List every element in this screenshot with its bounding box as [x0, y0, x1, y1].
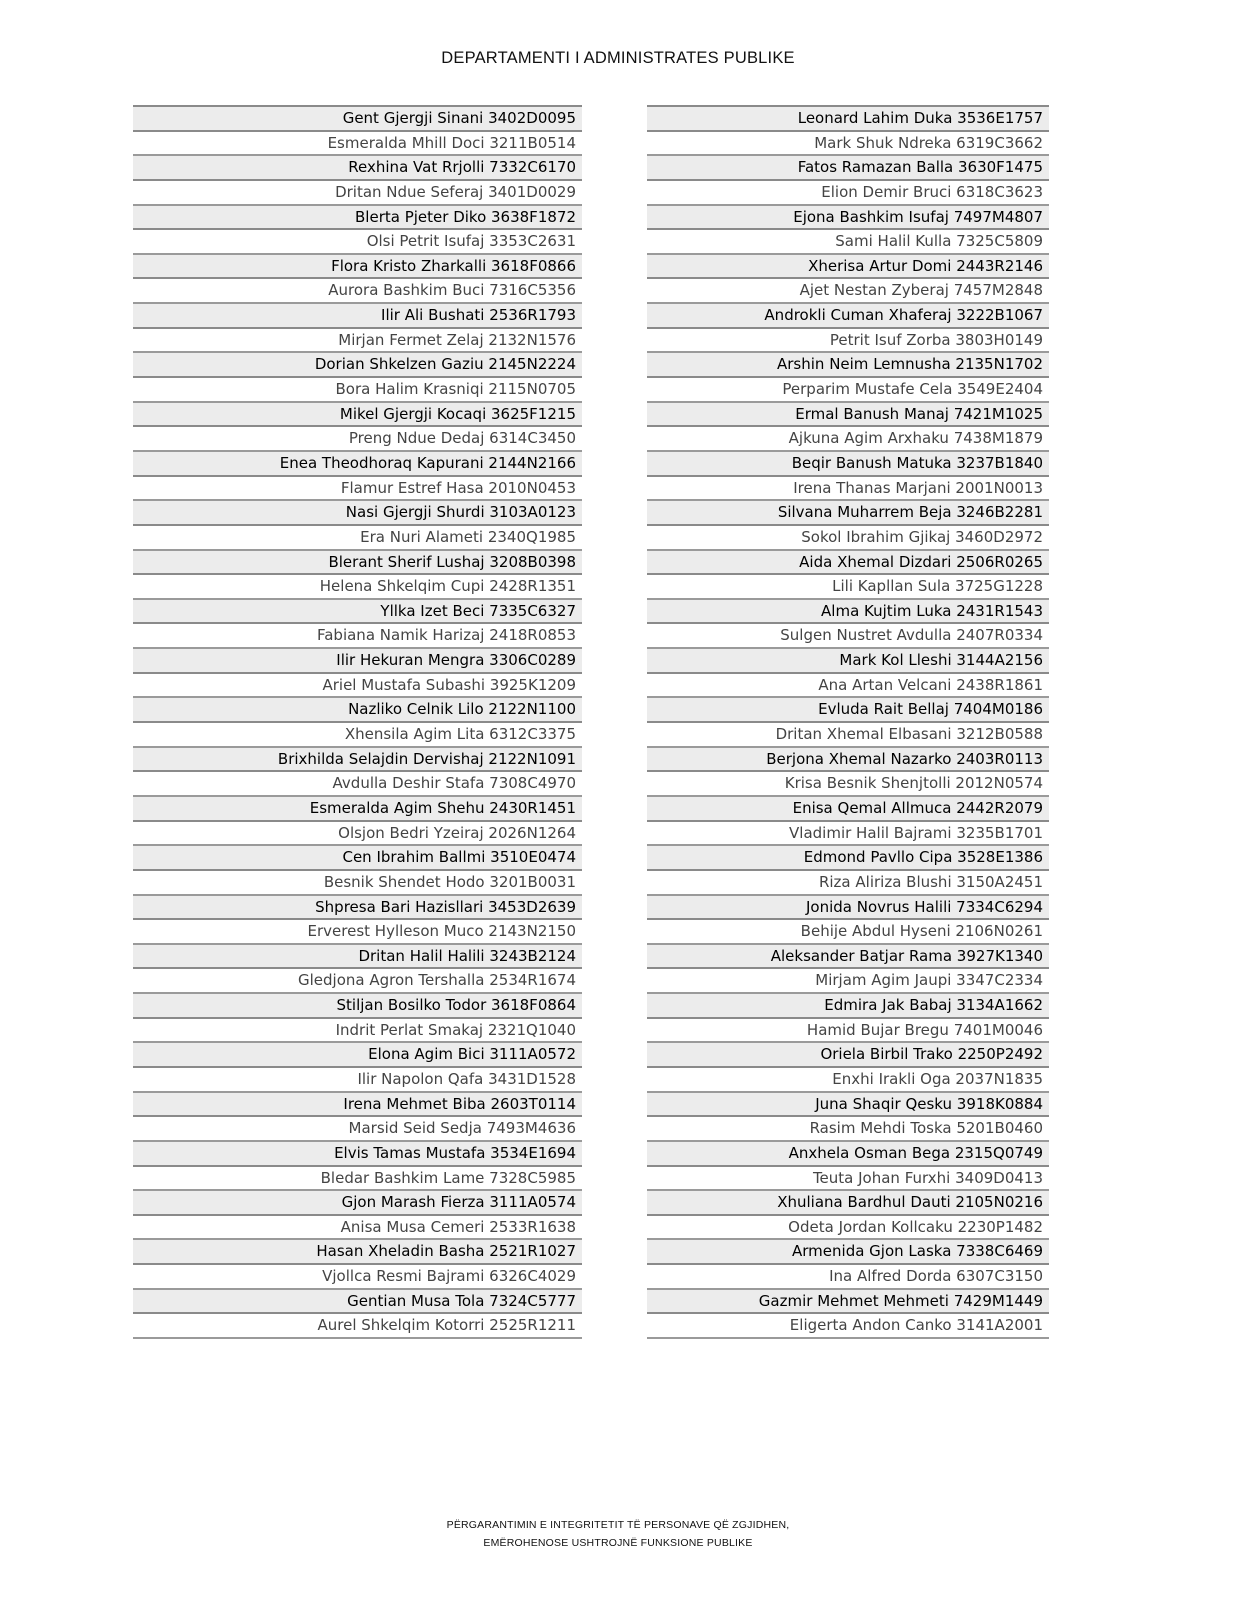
list-item: Armenida Gjon Laska 7338C6469: [647, 1240, 1049, 1265]
list-item: Mark Shuk Ndreka 6319C3662: [647, 132, 1049, 157]
list-item: Elona Agim Bici 3111A0572: [133, 1043, 582, 1068]
list-item: Eligerta Andon Canko 3141A2001: [647, 1314, 1049, 1339]
list-item: Leonard Lahim Duka 3536E1757: [647, 107, 1049, 132]
list-item: Oriela Birbil Trako 2250P2492: [647, 1043, 1049, 1068]
list-item: Dritan Halil Halili 3243B2124: [133, 945, 582, 970]
list-item: Ejona Bashkim Isufaj 7497M4807: [647, 206, 1049, 231]
list-item: Sami Halil Kulla 7325C5809: [647, 230, 1049, 255]
list-item: Elvis Tamas Mustafa 3534E1694: [133, 1142, 582, 1167]
list-item: Era Nuri Alameti 2340Q1985: [133, 526, 582, 551]
list-item: Ajet Nestan Zyberaj 7457M2848: [647, 279, 1049, 304]
footer-line-1: PËRGARANTIMIN E INTEGRITETIT TË PERSONAVE QË ZGJIDHEN,: [446, 1519, 790, 1531]
list-item: Xhensila Agim Lita 6312C3375: [133, 723, 582, 748]
list-item: Yllka Izet Beci 7335C6327: [133, 600, 582, 625]
list-item: Olsjon Bedri Yzeiraj 2026N1264: [133, 822, 582, 847]
list-item: Xhuliana Bardhul Dauti 2105N0216: [647, 1191, 1049, 1216]
list-item: Flora Kristo Zharkalli 3618F0866: [133, 255, 582, 280]
list-item: Shpresa Bari Hazisllari 3453D2639: [133, 896, 582, 921]
list-item: Mirjan Fermet Zelaj 2132N1576: [133, 329, 582, 354]
list-item: Mark Kol Lleshi 3144A2156: [647, 649, 1049, 674]
list-item: Edmond Pavllo Cipa 3528E1386: [647, 846, 1049, 871]
list-item: Ermal Banush Manaj 7421M1025: [647, 403, 1049, 428]
list-item: Indrit Perlat Smakaj 2321Q1040: [133, 1019, 582, 1044]
list-item: Brixhilda Selajdin Dervishaj 2122N1091: [133, 748, 582, 773]
list-item: Gentian Musa Tola 7324C5777: [133, 1290, 582, 1315]
list-item: Mikel Gjergji Kocaqi 3625F1215: [133, 403, 582, 428]
list-item: Lili Kapllan Sula 3725G1228: [647, 575, 1049, 600]
list-item: Odeta Jordan Kollcaku 2230P1482: [647, 1216, 1049, 1241]
list-item: Berjona Xhemal Nazarko 2403R0113: [647, 748, 1049, 773]
list-item: Olsi Petrit Isufaj 3353C2631: [133, 230, 582, 255]
list-item: Sokol Ibrahim Gjikaj 3460D2972: [647, 526, 1049, 551]
list-item: Ilir Napolon Qafa 3431D1528: [133, 1068, 582, 1093]
footer: [0, 1516, 1236, 1552]
list-item: Hamid Bujar Bregu 7401M0046: [647, 1019, 1049, 1044]
list-item: Mirjam Agim Jaupi 3347C2334: [647, 969, 1049, 994]
list-item: Androkli Cuman Xhaferaj 3222B1067: [647, 304, 1049, 329]
list-item: Krisa Besnik Shenjtolli 2012N0574: [647, 772, 1049, 797]
list-item: Cen Ibrahim Ballmi 3510E0474: [133, 846, 582, 871]
list-item: Nasi Gjergji Shurdi 3103A0123: [133, 501, 582, 526]
list-item: Vladimir Halil Bajrami 3235B1701: [647, 822, 1049, 847]
list-item: Enisa Qemal Allmuca 2442R2079: [647, 797, 1049, 822]
list-item: Marsid Seid Sedja 7493M4636: [133, 1117, 582, 1142]
list-item: Erverest Hylleson Muco 2143N2150: [133, 920, 582, 945]
list-item: Ajkuna Agim Arxhaku 7438M1879: [647, 427, 1049, 452]
list-item: Ariel Mustafa Subashi 3925K1209: [133, 674, 582, 699]
list-item: Enea Theodhoraq Kapurani 2144N2166: [133, 452, 582, 477]
list-item: Jonida Novrus Halili 7334C6294: [647, 896, 1049, 921]
list-item: Enxhi Irakli Oga 2037N1835: [647, 1068, 1049, 1093]
list-item: Gent Gjergji Sinani 3402D0095: [133, 107, 582, 132]
list-item: Gazmir Mehmet Mehmeti 7429M1449: [647, 1290, 1049, 1315]
list-item: Juna Shaqir Qesku 3918K0884: [647, 1093, 1049, 1118]
list-item: Fatos Ramazan Balla 3630F1475: [647, 156, 1049, 181]
list-item: Ina Alfred Dorda 6307C3150: [647, 1265, 1049, 1290]
list-item: Avdulla Deshir Stafa 7308C4970: [133, 772, 582, 797]
list-item: Esmeralda Agim Shehu 2430R1451: [133, 797, 582, 822]
list-item: Gjon Marash Fierza 3111A0574: [133, 1191, 582, 1216]
list-item: Dorian Shkelzen Gaziu 2145N2224: [133, 353, 582, 378]
list-item: Anxhela Osman Bega 2315Q0749: [647, 1142, 1049, 1167]
list-item: Behije Abdul Hyseni 2106N0261: [647, 920, 1049, 945]
list-item: Petrit Isuf Zorba 3803H0149: [647, 329, 1049, 354]
list-item: Elion Demir Bruci 6318C3623: [647, 181, 1049, 206]
list-item: Anisa Musa Cemeri 2533R1638: [133, 1216, 582, 1241]
list-item: Hasan Xheladin Basha 2521R1027: [133, 1240, 582, 1265]
list-item: Aida Xhemal Dizdari 2506R0265: [647, 551, 1049, 576]
list-item: Beqir Banush Matuka 3237B1840: [647, 452, 1049, 477]
list-item: Teuta Johan Furxhi 3409D0413: [647, 1167, 1049, 1192]
list-item: Gledjona Agron Tershalla 2534R1674: [133, 969, 582, 994]
list-item: Silvana Muharrem Beja 3246B2281: [647, 501, 1049, 526]
list-item: Blerant Sherif Lushaj 3208B0398: [133, 551, 582, 576]
right-name-list: [647, 105, 1049, 1339]
left-name-list: [133, 105, 582, 1339]
footer-line-2: EMËROHENOSE USHTROJNË FUNKSIONE PUBLIKE: [483, 1537, 753, 1549]
list-item: Aleksander Batjar Rama 3927K1340: [647, 945, 1049, 970]
list-item: Dritan Ndue Seferaj 3401D0029: [133, 181, 582, 206]
list-item: Sulgen Nustret Avdulla 2407R0334: [647, 624, 1049, 649]
list-item: Esmeralda Mhill Doci 3211B0514: [133, 132, 582, 157]
list-item: Arshin Neim Lemnusha 2135N1702: [647, 353, 1049, 378]
list-item: Perparim Mustafe Cela 3549E2404: [647, 378, 1049, 403]
list-item: Rexhina Vat Rrjolli 7332C6170: [133, 156, 582, 181]
list-item: Nazliko Celnik Lilo 2122N1100: [133, 698, 582, 723]
list-item: Preng Ndue Dedaj 6314C3450: [133, 427, 582, 452]
list-item: Irena Thanas Marjani 2001N0013: [647, 477, 1049, 502]
list-item: Irena Mehmet Biba 2603T0114: [133, 1093, 582, 1118]
list-item: Xherisa Artur Domi 2443R2146: [647, 255, 1049, 280]
list-item: Rasim Mehdi Toska 5201B0460: [647, 1117, 1049, 1142]
list-item: Ilir Hekuran Mengra 3306C0289: [133, 649, 582, 674]
list-item: Alma Kujtim Luka 2431R1543: [647, 600, 1049, 625]
list-item: Aurel Shkelqim Kotorri 2525R1211: [133, 1314, 582, 1339]
list-item: Dritan Xhemal Elbasani 3212B0588: [647, 723, 1049, 748]
list-item: Besnik Shendet Hodo 3201B0031: [133, 871, 582, 896]
list-item: Ilir Ali Bushati 2536R1793: [133, 304, 582, 329]
list-item: Blerta Pjeter Diko 3638F1872: [133, 206, 582, 231]
list-item: Vjollca Resmi Bajrami 6326C4029: [133, 1265, 582, 1290]
list-item: Fabiana Namik Harizaj 2418R0853: [133, 624, 582, 649]
list-item: Riza Aliriza Blushi 3150A2451: [647, 871, 1049, 896]
page-title: DEPARTAMENTI I ADMINISTRATES PUBLIKE: [441, 49, 795, 67]
list-item: Helena Shkelqim Cupi 2428R1351: [133, 575, 582, 600]
list-item: Ana Artan Velcani 2438R1861: [647, 674, 1049, 699]
list-item: Bora Halim Krasniqi 2115N0705: [133, 378, 582, 403]
list-item: Evluda Rait Bellaj 7404M0186: [647, 698, 1049, 723]
list-item: Edmira Jak Babaj 3134A1662: [647, 994, 1049, 1019]
list-item: Aurora Bashkim Buci 7316C5356: [133, 279, 582, 304]
list-item: Stiljan Bosilko Todor 3618F0864: [133, 994, 582, 1019]
list-item: Bledar Bashkim Lame 7328C5985: [133, 1167, 582, 1192]
list-item: Flamur Estref Hasa 2010N0453: [133, 477, 582, 502]
